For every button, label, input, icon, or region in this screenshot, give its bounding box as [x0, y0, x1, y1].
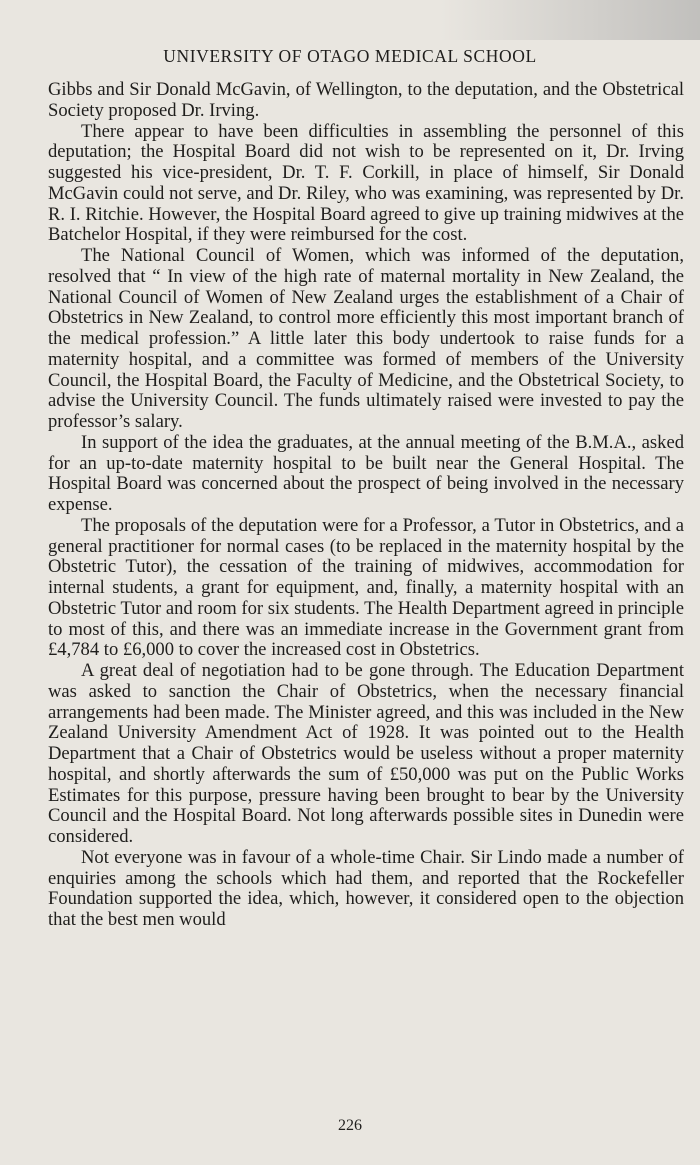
running-title: UNIVERSITY OF OTAGO MEDICAL SCHOOL	[163, 46, 537, 66]
scan-shadow	[440, 0, 700, 40]
paragraph: In support of the idea the graduates, at the annual meeting of the B.M.A., asked for an up-to-date maternity hospital to be built near the General Hospital. The Hospital Board was concerned about the prospect of being involved in the necessary expense.	[48, 431, 684, 515]
page-number: 226	[338, 1117, 362, 1134]
paragraph: A great deal of negotiation had to be gone through. The Education Department was asked to sanction the Chair of Obstetrics, when the necessary financial arrangements had been made. The Minister agreed, and this was included in the New Zealand University Amendment Act of 1928. It was pointed out to the Health Department that a Chair of Obstetrics would be useless without a proper maternity hospital, and shortly afterwards the sum of £50,000 was put on the Public Works Estimates for this purpose, pressure having been brought to bear by the University Council and the Hospital Board. Not long afterwards possible sites in Dunedin were considered.	[48, 660, 684, 847]
paragraph: Gibbs and Sir Donald McGavin, of Wellington, to the deputation, and the Obstetrical Society proposed Dr. Irving.	[48, 79, 684, 121]
paragraph: The National Council of Women, which was informed of the deputation, resolved that “ In view of the high rate of maternal mortality in New Zealand, the National Council of Women of New Zealand urges the establishment of a Chair of Obstetrics in New Zealand, to control more efficiently this most important branch of the medical profession.” A little later this body undertook to raise funds for a maternity hospital, and a committee was formed of members of the University Council, the Hospital Board, the Faculty of Medicine, and the Obstetrical Society, to advise the University Council. The funds ultimately raised were invested to pay the professor’s salary.	[48, 245, 684, 432]
paragraph: Not everyone was in favour of a whole-time Chair. Sir Lindo made a number of enquiries among the schools which had them, and reported that the Rockefeller Foundation supported the idea, which, however, it considered open to the objection that the best men would	[48, 846, 684, 930]
paragraph: There appear to have been difficulties in assembling the personnel of this deputation; the Hospital Board did not wish to be represented on it, Dr. Irving suggested his vice-president, Dr. T. F. Corkill, in place of himself, Sir Donald McGavin could not serve, and Dr. Riley, who was examining, was represented by Dr. R. I. Ritchie. However, the Hospital Board agreed to give up training midwives at the Batchelor Hospital, if they were reimbursed for the cost.	[48, 120, 684, 246]
body-text	[48, 80, 684, 931]
paragraph: The proposals of the deputation were for a Professor, a Tutor in Obstetrics, and a general practitioner for normal cases (to be replaced in the maternity hospital by the Obstetric Tutor), the cessation of the training of midwives, accommodation for internal students, a grant for equipment, and, finally, a maternity hospital with an Obstetric Tutor and room for six students. The Health Department agreed in principle to most of this, and there was an immediate increase in the Government grant from £4,784 to £6,000 to cover the increased cost in Obstetrics.	[48, 514, 684, 661]
